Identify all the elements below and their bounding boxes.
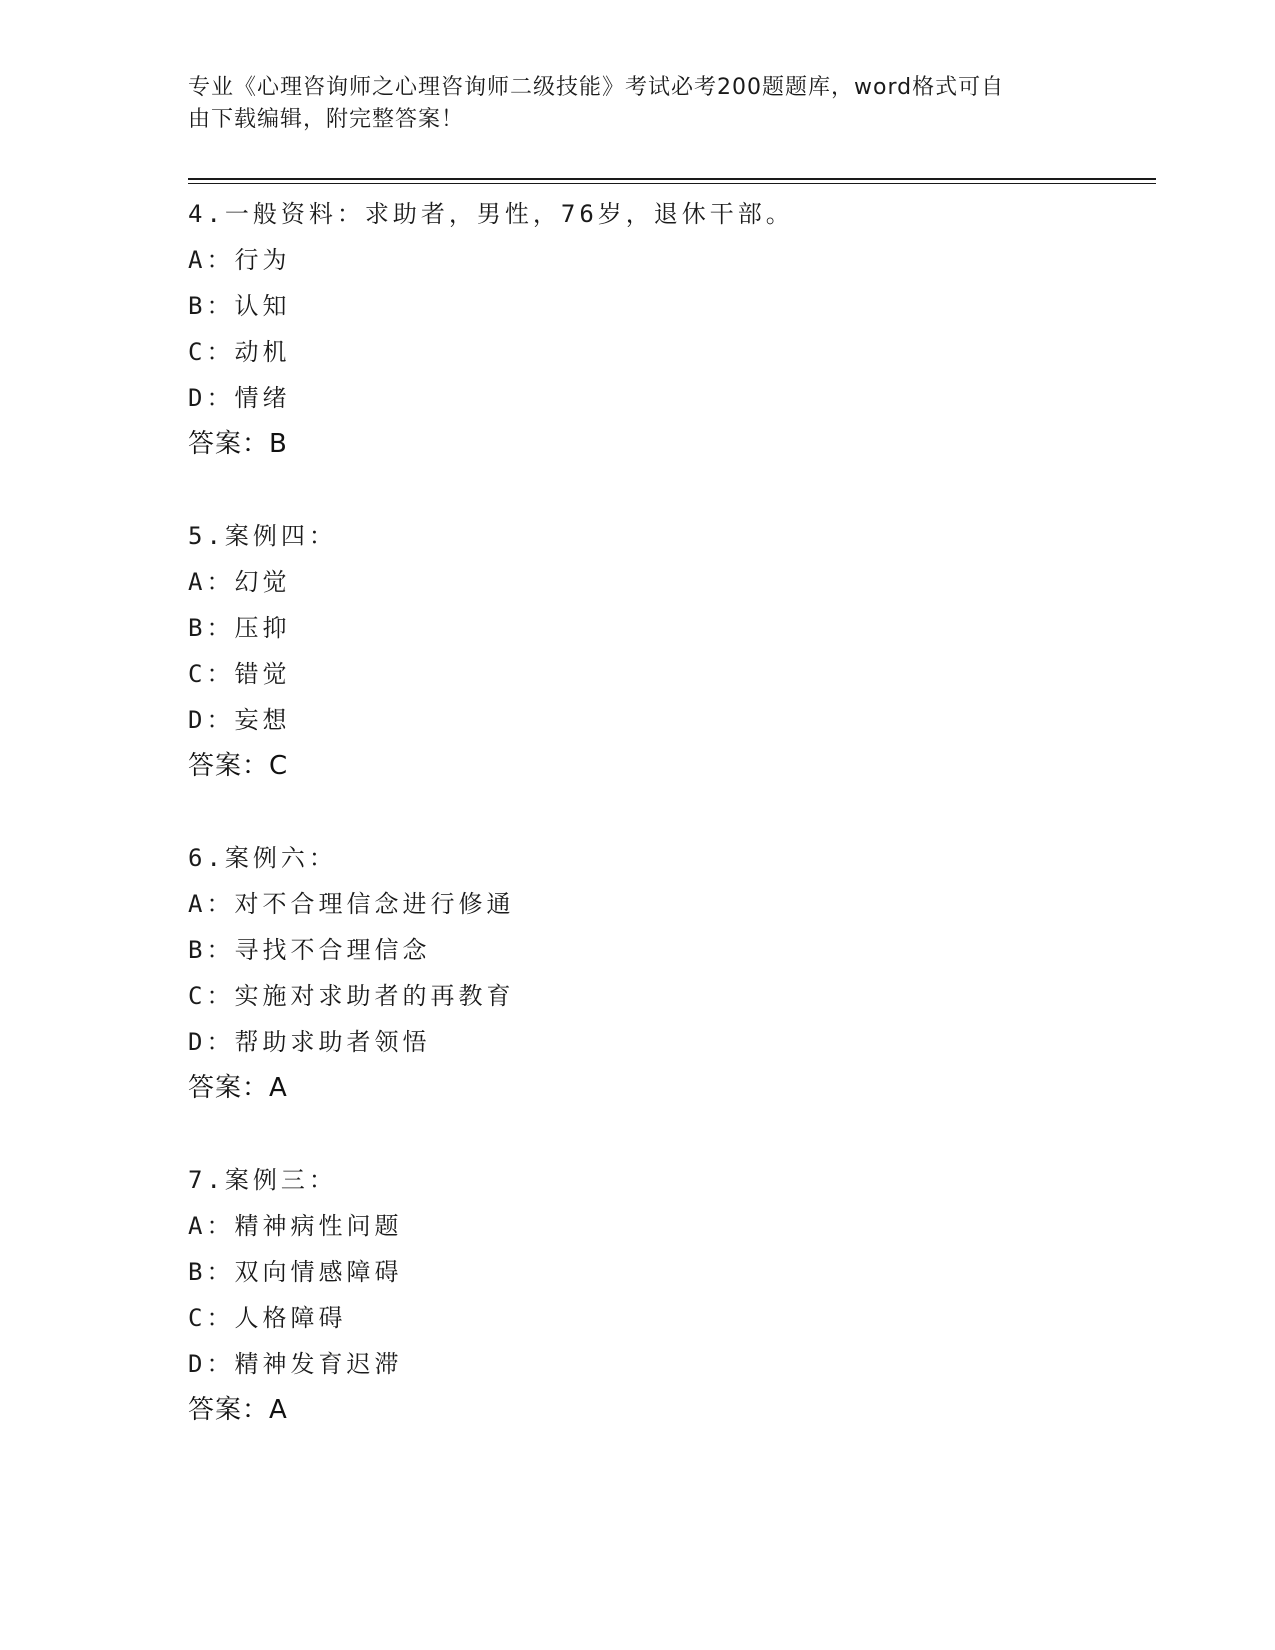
header-rule-thin	[188, 183, 1156, 184]
question-stem: 6.案例六：	[188, 844, 337, 872]
header-rule-thick	[188, 178, 1156, 180]
option-c: C：实施对求助者的再教育	[188, 982, 515, 1010]
option-b: B：认知	[188, 292, 291, 320]
option-d: D：精神发育迟滞	[188, 1350, 403, 1378]
header-line-1: 专业《心理咨询师之心理咨询师二级技能》考试必考200题题库，word格式可自	[188, 75, 1005, 100]
option-c: C：动机	[188, 338, 291, 366]
option-b: B：压抑	[188, 614, 291, 642]
option-c: C：错觉	[188, 660, 291, 688]
option-b: B：双向情感障碍	[188, 1258, 403, 1286]
answer-line: 答案：A	[188, 1073, 288, 1103]
question-7	[188, 1157, 1156, 1433]
option-a: A：精神病性问题	[188, 1212, 403, 1240]
option-a: A：行为	[188, 246, 291, 274]
question-stem: 7.案例三：	[188, 1166, 337, 1194]
option-a: A：幻觉	[188, 568, 291, 596]
question-4	[188, 191, 1156, 467]
answer-line: 答案：B	[188, 429, 288, 459]
question-stem: 4.一般资料：求助者，男性，76岁，退休干部。	[188, 200, 794, 228]
question-5	[188, 513, 1156, 789]
header-line-2: 由下载编辑，附完整答案！	[188, 107, 465, 132]
question-list	[188, 191, 1156, 1479]
answer-line: 答案：A	[188, 1395, 288, 1425]
option-c: C：人格障碍	[188, 1304, 347, 1332]
option-b: B：寻找不合理信念	[188, 936, 431, 964]
option-d: D：妄想	[188, 706, 291, 734]
option-a: A：对不合理信念进行修通	[188, 890, 515, 918]
answer-line: 答案：C	[188, 751, 289, 781]
option-d: D：帮助求助者领悟	[188, 1028, 431, 1056]
option-d: D：情绪	[188, 384, 291, 412]
question-6	[188, 835, 1156, 1111]
document-header	[188, 72, 1068, 136]
question-stem: 5.案例四：	[188, 522, 337, 550]
